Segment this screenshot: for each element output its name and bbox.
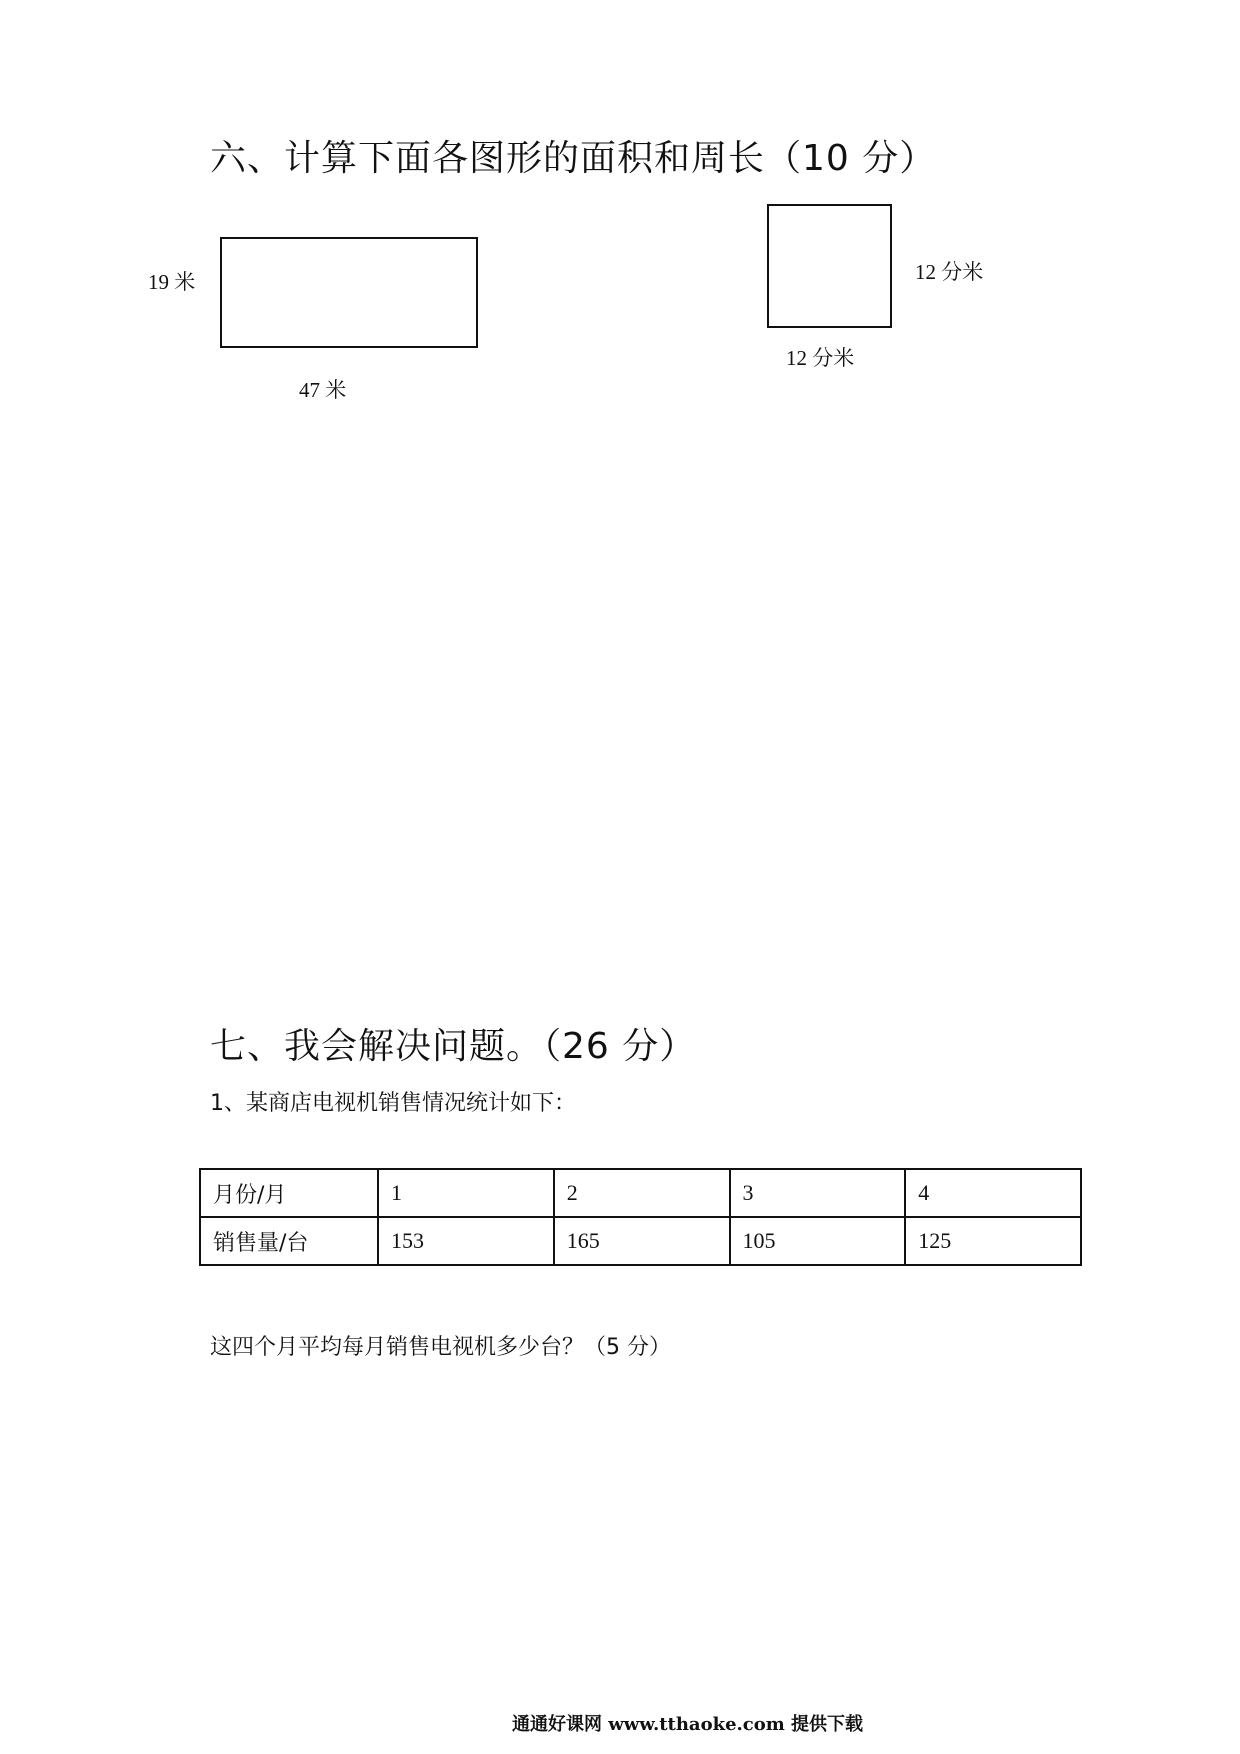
table-row: [200, 1217, 1081, 1265]
table-row: [200, 1169, 1081, 1217]
table-cell-sales: 165: [554, 1217, 730, 1265]
table-cell-month: 1: [378, 1169, 554, 1217]
table-row-header-month: 月份/月: [200, 1169, 378, 1217]
table-cell-sales: 153: [378, 1217, 554, 1265]
table-cell-sales: 105: [730, 1217, 906, 1265]
rectangle-height-label: 19 米: [148, 270, 196, 294]
problem-1-question: 这四个月平均每月销售电视机多少台？（5 分）: [210, 1335, 671, 1360]
section-7-title: 七、我会解决问题。（26 分）: [210, 1026, 697, 1067]
table-cell-month: 3: [730, 1169, 906, 1217]
square-figure: [767, 204, 892, 328]
section-6-title: 六、计算下面各图形的面积和周长（10 分）: [210, 138, 937, 179]
page-footer: 通通好课网 www.tthaoke.com 提供下载: [512, 1714, 864, 1735]
rectangle-figure: [220, 237, 478, 348]
rectangle-width-label: 47 米: [299, 378, 347, 402]
table-cell-month: 4: [905, 1169, 1081, 1217]
table-cell-sales: 125: [905, 1217, 1081, 1265]
square-side-label-bottom: 12 分米: [786, 346, 855, 370]
square-side-label-right: 12 分米: [915, 260, 984, 284]
problem-1-intro: 1、某商店电视机销售情况统计如下：: [210, 1091, 576, 1116]
table-row-header-sales: 销售量/台: [200, 1217, 378, 1265]
tv-sales-table: [199, 1168, 1082, 1266]
table-cell-month: 2: [554, 1169, 730, 1217]
